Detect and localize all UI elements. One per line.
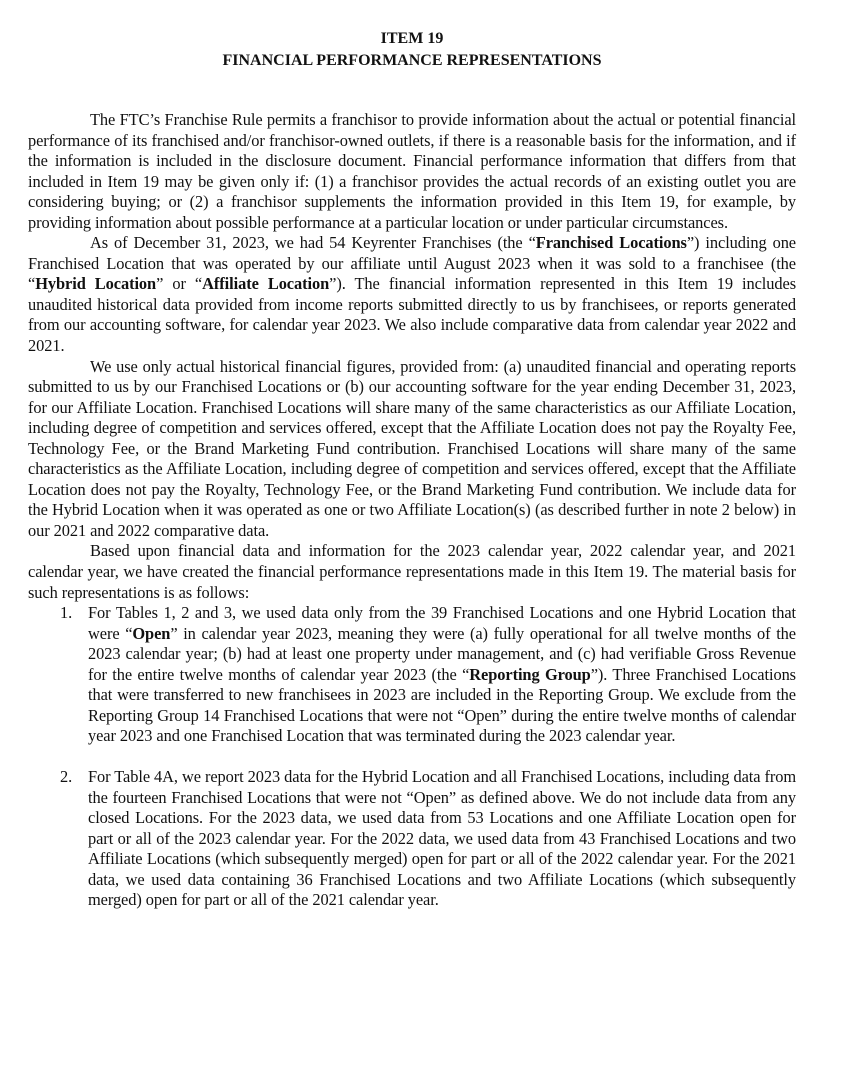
list-item-text: For Table 4A, we report 2023 data for the Hybrid Location and all Franchised Locations, including data from the fourteen Franchised Locations that were not “Open” as defined above. We do not include data from any closed Locations. For the 2023 data, we used data from 53 Locations and one Affiliate Location open for part or all of the 2023 calendar year. For the 2022 data, we used data from 43 Franchised Locations and two Affiliate Locations (which subsequently merged) open for part or all of the 2022 calendar year. For the 2021 data, we used data containing 36 Franchised Locations and two Affiliate Locations (which subsequently merged) open for part or all of the 2021 calendar year. [88, 766, 796, 910]
text-segment: As of December 31, 2023, we had 54 Keyrenter Franchises (the “ [90, 233, 536, 253]
defined-term-hybrid-location: Hybrid Location [35, 274, 157, 294]
text-segment: ”). The financial information represented in this Item 19 includes unaudited historical data provided from income reports submitted directly to us by franchisees, or reports generated from our accounting software, for calendar year 2023. We also include comparative data from calendar year 2022 and 2021. [28, 274, 796, 356]
text-segment: ” in calendar year 2023, meaning they were (a) fully operational for all twelve months of the 2023 calendar year; (b) had at least one property under management, and (c) had verifiable Gross Revenue for the entire twelve months of calendar year 2023 (the “ [88, 623, 796, 684]
item-number-heading: ITEM 19 [380, 30, 444, 47]
text-segment: For Tables 1, 2 and 3, we used data only from the 39 Franchised Locations and one Hybrid Location that were “ [88, 603, 796, 643]
material-basis-list [28, 603, 796, 911]
list-item-number: 1. [60, 603, 73, 623]
list-item [28, 603, 796, 747]
list-item-number: 2. [60, 766, 73, 786]
paragraph-ftc-rule: The FTC’s Franchise Rule permits a franchisor to provide information about the actual or potential financial performance of its franchised and/or franchisor-owned outlets, if there is a reasonable basis for the information, and if the information is included in the disclosure document. Financial performance information that differs from that included in Item 19 may be given only if: (1) a franchisor provides the actual records of an existing outlet you are considering buying; or (2) a franchisor supplements the information provided in this Item 19, for example, by providing information about possible performance at a particular location or under particular circumstances. [28, 110, 796, 232]
section-title: FINANCIAL PERFORMANCE REPRESENTATIONS [222, 52, 602, 69]
defined-term-open: Open [132, 623, 171, 643]
text-segment: ” or “ [156, 274, 203, 294]
section-heading [28, 28, 796, 72]
text-segment: ”). Three Franchised Locations that were transferred to new franchisees in 2023 are included in the Reporting Group. We exclude from the Reporting Group 14 Franchised Locations that were not “Open” during the entire twelve months of calendar year 2023 and one Franchised Location that was terminated during the 2023 calendar year. [88, 664, 796, 746]
paragraph-data-sources: We use only actual historical financial figures, provided from: (a) unaudited financial and operating reports submitted to us by our Franchised Locations or (b) our accounting software for the year ending December 31, 2023, for our Affiliate Location. Franchised Locations will share many of the same characteristics as our Affiliate Location, including degree of competition and services offered, except that the Affiliate Location does not pay the Royalty Fee, Technology Fee, or the Brand Marketing Fund contribution. Franchised Locations will share many of the same characteristics as the Affiliate Location, including degree of competition and services offered, except that the Affiliate Location does not pay the Royalty, Technology Fee, or the Brand Marketing Fund contribution. We include data for the Hybrid Location when it was operated as one or two Affiliate Location(s) (as described further in note 2 below) in our 2021 and 2022 comparative data. [28, 356, 796, 540]
defined-term-franchised-locations: Franchised Locations [535, 233, 687, 253]
defined-term-reporting-group: Reporting Group [469, 664, 591, 684]
text-segment: ”) including one Franchised Location that was operated by our affiliate until August 2023 when it was sold to a franchisee (the “ [28, 233, 797, 294]
document-page [28, 28, 796, 911]
paragraph-material-basis: Based upon financial data and information for the 2023 calendar year, 2022 calendar year, and 2021 calendar year, we have created the financial performance representations made in this Item 19. The material basis for such representations is as follows: [28, 541, 796, 602]
paragraph-franchise-count [28, 233, 796, 356]
defined-term-affiliate-location: Affiliate Location [202, 274, 330, 294]
list-item [28, 767, 796, 911]
